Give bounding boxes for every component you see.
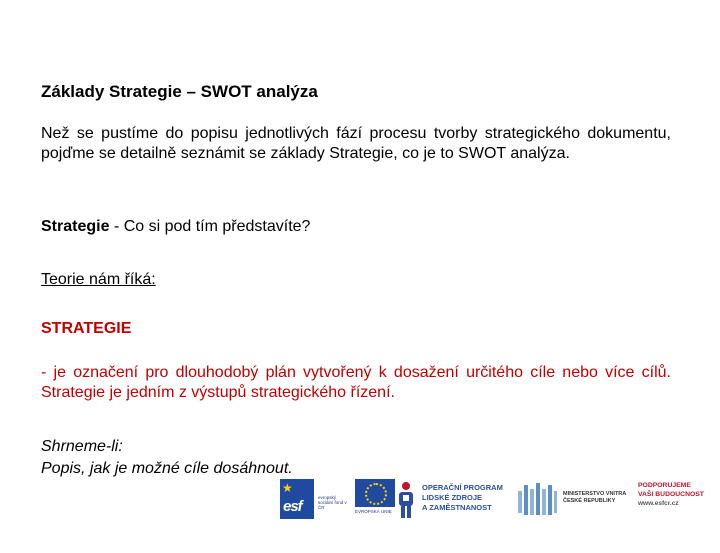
theory-label: Teorie nám říká: (41, 271, 156, 288)
support-line-2: VAŠI BUDOUCNOST (638, 491, 704, 498)
esf-logo (280, 479, 314, 519)
esf-logo-text: esf (283, 498, 302, 515)
op-line-2: LIDSKÉ ZDROJE (422, 493, 483, 502)
strategy-question (41, 218, 310, 236)
support-url: www.esfcr.cz (638, 500, 679, 507)
ministry-logo-text (563, 491, 633, 535)
op-line-3: A ZAMĚSTNANOST (422, 503, 492, 512)
ministry-line-2: ČESKÉ REPUBLIKY (563, 498, 616, 504)
eu-stars-ring (365, 483, 387, 505)
eu-flag-icon (355, 479, 395, 507)
summary (41, 436, 293, 480)
op-logo-text (422, 483, 532, 527)
esf-caption: evropský sociální fond v ČR (318, 495, 347, 510)
eu-caption: EVROPSKÁ UNIE (355, 509, 392, 514)
op-line-1: OPERAČNÍ PROGRAM (422, 483, 503, 492)
star-icon: ★ (282, 481, 293, 495)
summary-line-1: Shrneme-li: (41, 438, 123, 455)
intro-paragraph: Než se pustíme do popisu jednotlivých fází procesu tvorby strategického dokumentu, pojďme se detailně seznámit se základy Strategie, co je to SWOT analýza. (41, 125, 671, 162)
summary-line-2: Popis, jak je možné cíle dosáhnout. (41, 460, 293, 477)
strategy-definition: - je označení pro dlouhodobý plán vytvořený k dosažení určitého cíle nebo více cílů. Strategie je jedním z výstupů strategického řízení. (41, 364, 671, 401)
ministry-logo-icon (517, 481, 557, 517)
op-person-icon (397, 481, 415, 519)
slide-title: Základy Strategie – SWOT analýza (41, 82, 318, 101)
logo-strip (280, 477, 712, 521)
support-logo-text (638, 481, 718, 525)
strategy-question-bold: Strategie (41, 218, 110, 235)
support-line-1: PODPORUJEME (638, 482, 691, 489)
strategy-question-rest: - Co si pod tím představíte? (109, 218, 311, 235)
strategy-heading: STRATEGIE (41, 320, 132, 337)
ministry-line-1: MINISTERSTVO VNITRA (563, 491, 627, 497)
